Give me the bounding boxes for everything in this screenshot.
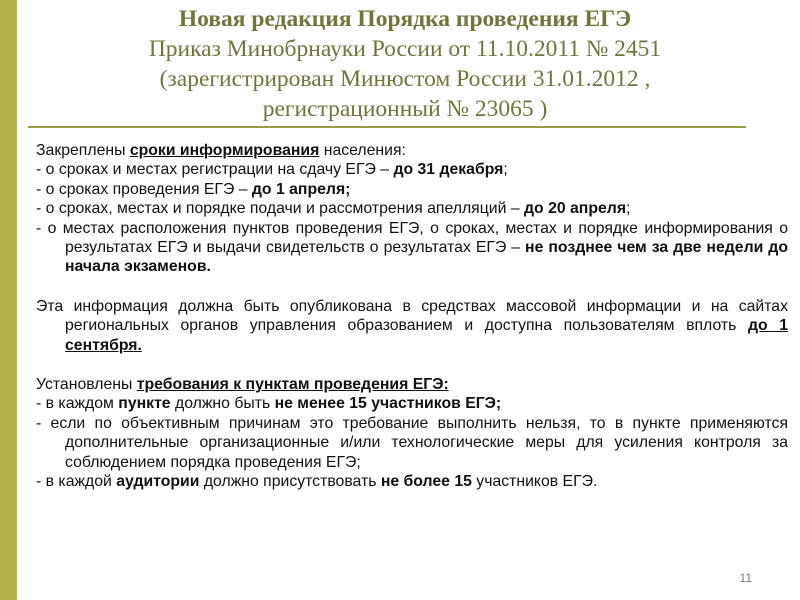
title-registration: (зарегистрирован Минюстом России 31.01.2012 , bbox=[159, 66, 651, 92]
list-item: - о местах расположения пунктов проведения ЕГЭ, о сроках, местах и порядке информирования о результатах ЕГЭ и выдачи свидетельств о результатах ЕГЭ – не позднее чем за две недели до начала экзаменов. bbox=[36, 219, 788, 276]
title-order: Приказ Минобрнауки России от 11.10.2011 № 2451 bbox=[148, 36, 662, 62]
list-item: - о сроках, местах и порядке подачи и рассмотрения апелляций – до 20 апреля; bbox=[36, 200, 631, 218]
accent-side-bar bbox=[0, 0, 17, 600]
section1-intro: Закреплены сроки информирования населения: bbox=[36, 142, 406, 159]
section2-paragraph: Эта информация должна быть опубликована в средствах массовой информации и на сайтах региональных органов управления образованием и доступна пользователям вплоть до 1 сентября. bbox=[36, 297, 788, 354]
list-item: - о сроках проведения ЕГЭ – до 1 апреля; bbox=[36, 180, 351, 198]
slide-number: 11 bbox=[739, 571, 752, 585]
slide-title bbox=[25, 4, 785, 124]
title-main: Новая редакция Порядка проведения ЕГЭ bbox=[178, 6, 632, 32]
section3-intro: Установлены требования к пунктам проведения ЕГЭ: bbox=[36, 376, 449, 394]
title-reg-number: регистрационный № 23065 ) bbox=[262, 96, 548, 122]
list-item: - о сроках и местах регистрации на сдачу ЕГЭ – до 31 декабря; bbox=[36, 161, 508, 179]
list-item: - в каждой аудитории должно присутствовать не более 15 участников ЕГЭ. bbox=[36, 473, 598, 491]
list-item: - если по объективным причинам это требование выполнить нельзя, то в пункте применяются дополнительные организационные и/или технологические меры для усиления контроля за соблюдением порядка проведения ЕГЭ; bbox=[36, 414, 788, 471]
title-divider bbox=[28, 126, 746, 128]
slide-body bbox=[36, 141, 788, 492]
list-item: - в каждом пункте должно быть не менее 15 участников ЕГЭ; bbox=[36, 395, 502, 413]
